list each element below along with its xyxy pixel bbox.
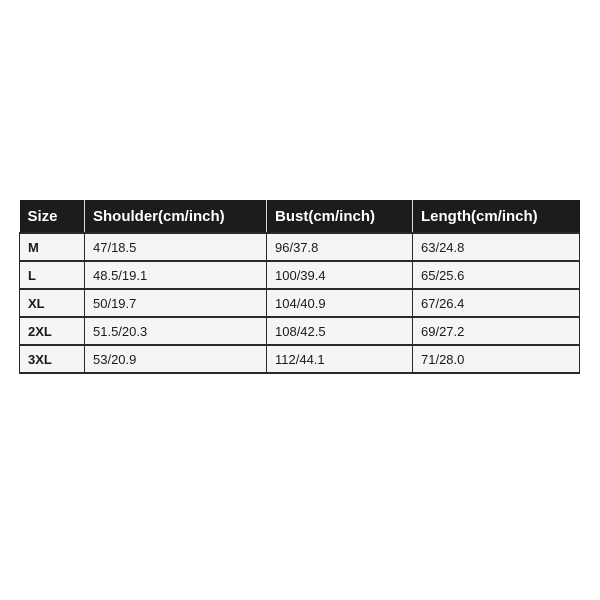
table-row (20, 233, 580, 261)
length-cell: 63/24.8 (413, 233, 580, 261)
length-cell: 67/26.4 (413, 289, 580, 317)
size-cell: L (20, 261, 85, 289)
bust-cell: 112/44.1 (267, 345, 413, 373)
shoulder-cell: 47/18.5 (85, 233, 267, 261)
size-chart-table (19, 200, 580, 374)
shoulder-cell: 53/20.9 (85, 345, 267, 373)
table-row (20, 261, 580, 289)
length-cell: 65/25.6 (413, 261, 580, 289)
header-bust: Bust(cm/inch) (267, 200, 413, 233)
size-cell: 2XL (20, 317, 85, 345)
size-cell: M (20, 233, 85, 261)
size-cell: 3XL (20, 345, 85, 373)
bust-cell: 104/40.9 (267, 289, 413, 317)
header-row (20, 200, 580, 233)
length-cell: 71/28.0 (413, 345, 580, 373)
bust-cell: 108/42.5 (267, 317, 413, 345)
shoulder-cell: 51.5/20.3 (85, 317, 267, 345)
header-size: Size (20, 200, 85, 233)
table-row (20, 289, 580, 317)
table-row (20, 345, 580, 373)
bust-cell: 96/37.8 (267, 233, 413, 261)
header-shoulder: Shoulder(cm/inch) (85, 200, 267, 233)
length-cell: 69/27.2 (413, 317, 580, 345)
shoulder-cell: 48.5/19.1 (85, 261, 267, 289)
header-length: Length(cm/inch) (413, 200, 580, 233)
bust-cell: 100/39.4 (267, 261, 413, 289)
table-row (20, 317, 580, 345)
size-cell: XL (20, 289, 85, 317)
shoulder-cell: 50/19.7 (85, 289, 267, 317)
